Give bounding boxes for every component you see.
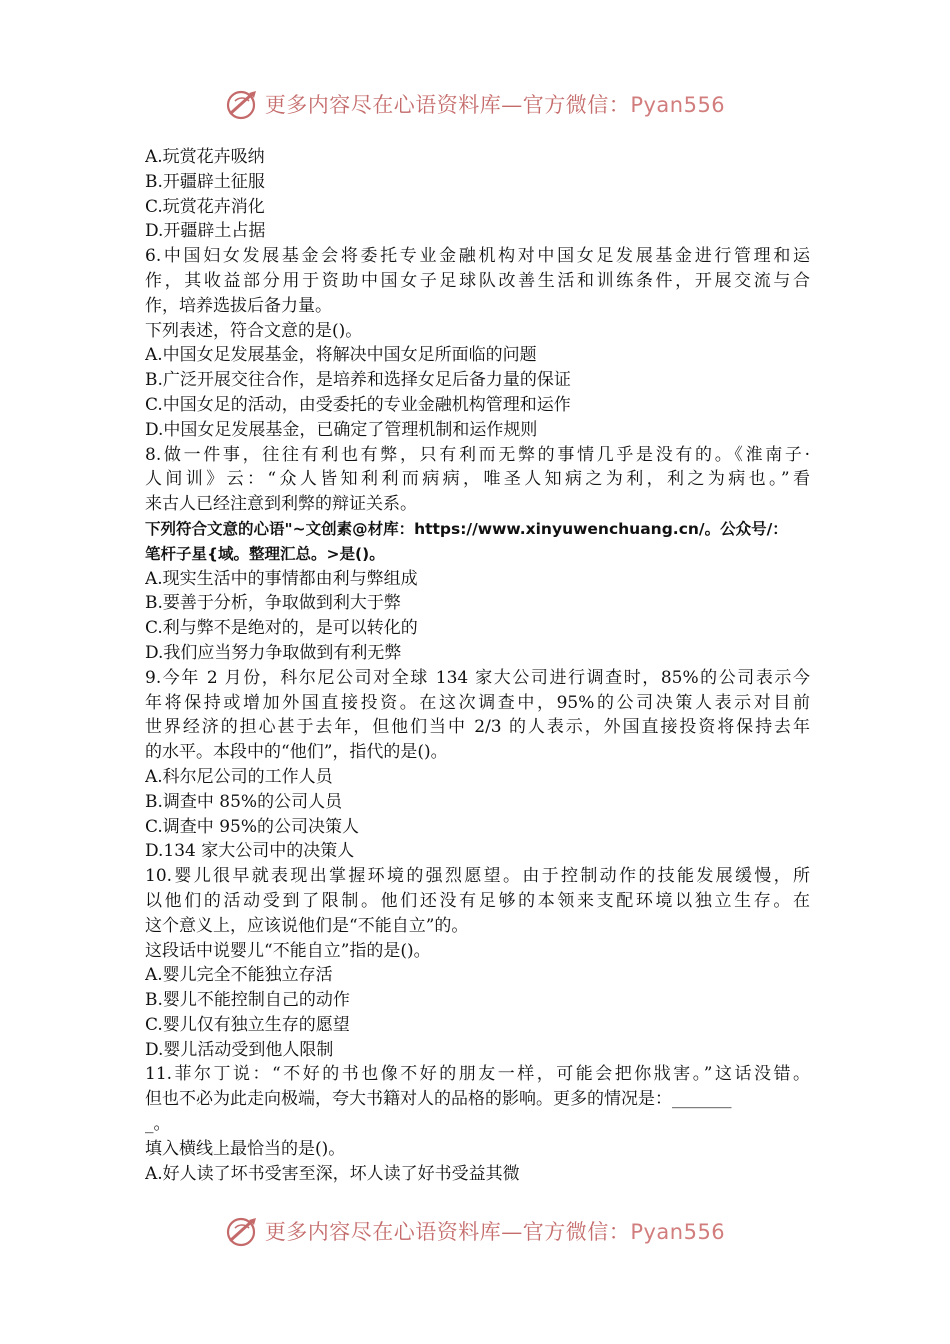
text-line: A.好人读了坏书受害至深，坏人读了好书受益其微 [145, 1163, 520, 1184]
text-line: 来古人已经注意到利弊的辩证关系。 [145, 494, 417, 515]
watermark-text: 更多内容尽在心语资料库—官方微信：Pyan556 [264, 93, 726, 117]
text-line: D.我们应当努力争取做到有利无弊 [145, 642, 402, 663]
text-line: _。 [145, 1114, 171, 1135]
watermark-text: 更多内容尽在心语资料库—官方微信：Pyan556 [264, 1220, 726, 1244]
text-line: 9.今年 2 月份，科尔尼公司对全球 134 家大公司进行调查时，85%的公司表示今 [145, 667, 810, 688]
text-line: 6.中国妇女发展基金会将委托专业金融机构对中国女足发展基金进行管理和运 [145, 246, 810, 267]
text-line: 人间训》云：“众人皆知利利而病病，唯圣人知病之为利，利之为病也。”看 [145, 469, 810, 490]
text-line: A.婴儿完全不能独立存活 [145, 965, 333, 986]
text-line: C.中国女足的活动，由受委托的专业金融机构管理和运作 [145, 394, 571, 415]
text-line: 这段话中说婴儿“不能自立”指的是()。 [145, 940, 431, 961]
text-line: 年将保持或增加外国直接投资。在这次调查中，95%的公司决策人表示对目前 [145, 692, 810, 713]
text-line: 笔杆子星{域。整理汇总。>是()。 [145, 544, 385, 563]
watermark-footer [0, 1211, 950, 1251]
text-line: 填入横线上最恰当的是()。 [145, 1138, 346, 1159]
text-line: B.调查中 85%的公司人员 [145, 791, 343, 812]
text-line: 10.婴儿很早就表现出掌握环境的强烈愿望。由于控制动作的技能发展缓慢，所 [145, 866, 810, 887]
text-line: B.开疆辟土征服 [145, 171, 265, 192]
text-line: A.现实生活中的事情都由利与弊组成 [145, 568, 418, 589]
text-line: D.中国女足发展基金，已确定了管理机制和运作规则 [145, 419, 538, 440]
document-body [145, 145, 810, 1186]
text-line: A.科尔尼公司的工作人员 [145, 766, 333, 787]
text-line: A.玩赏花卉吸纳 [145, 147, 265, 167]
text-line: D.婴儿活动受到他人限制 [145, 1039, 334, 1060]
text-line: 下列符合文意的心语"~文创素@材库：https://www.xinyuwenchuang.cn/。公众号/： [145, 519, 788, 538]
pen-logo-icon [225, 1214, 259, 1248]
text-line: C.婴儿仅有独立生存的愿望 [145, 1014, 350, 1035]
watermark-header [0, 84, 950, 124]
text-line: 世界经济的担心甚于去年，但他们当中 2/3 的人表示，外国直接投资将保持去年 [145, 717, 810, 738]
text-line: 8.做一件事，往往有利也有弊，只有利而无弊的事情几乎是没有的。《淮南子· [145, 444, 810, 465]
text-line: 这个意义上，应该说他们是“不能自立”的。 [145, 915, 469, 936]
text-line: 作，培养选拔后备力量。 [145, 295, 332, 316]
text-line: C.利与弊不是绝对的，是可以转化的 [145, 618, 418, 639]
text-line: 作，其收益部分用于资助中国女子足球队改善生活和训练条件，开展交流与合 [145, 270, 810, 291]
text-line: C.调查中 95%的公司决策人 [145, 816, 359, 837]
text-line: 下列表述，符合文意的是()。 [145, 320, 363, 341]
text-line: C.玩赏花卉消化 [145, 196, 265, 217]
pen-logo-icon [225, 87, 259, 121]
text-line: 11.菲尔丁说：“不好的书也像不好的朋友一样，可能会把你戕害。”这话没错。 [145, 1064, 810, 1085]
text-line: 但也不必为此走向极端，夸大书籍对人的品格的影响。更多的情况是：_______ [145, 1089, 732, 1110]
text-line: B.要善于分析，争取做到利大于弊 [145, 593, 401, 614]
text-line: D.134 家大公司中的决策人 [145, 841, 355, 862]
text-line: B.广泛开展交往合作，是培养和选择女足后备力量的保证 [145, 370, 571, 391]
text-line: A.中国女足发展基金，将解决中国女足所面临的问题 [145, 345, 537, 366]
text-line: 的水平。本段中的“他们”，指代的是()。 [145, 742, 448, 763]
text-line: 以他们的活动受到了限制。他们还没有足够的本领来支配环境以独立生存。在 [145, 890, 810, 911]
text-line: D.开疆辟土占据 [145, 221, 266, 242]
text-line: B.婴儿不能控制自己的动作 [145, 990, 350, 1011]
